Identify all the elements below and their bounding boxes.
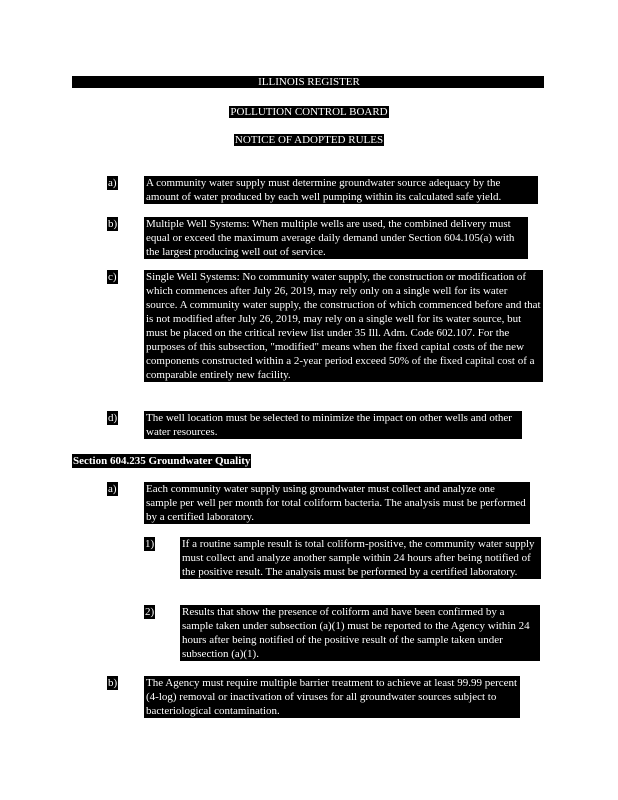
item-c-text: Single Well Systems: No community water supply, the construction or modification of which commences after July 26, 2019, may rely only on a single well for its water source. A community water supply, the construction of which commenced before and that is not modified after July 26, 2019, may rely on a single well for its water source, but must be placed on the critical review list under 35 Ill. Adm. Code 602.107. For the purposes of this subsection, "modified" means when the fixed capital costs of the new components constructed within a 2-year period exceed 50% of the fixed capital cost of a comparable entirely new facility. bbox=[144, 270, 543, 382]
item-a-label: a) bbox=[108, 177, 117, 189]
register-title: ILLINOIS REGISTER bbox=[258, 76, 360, 88]
gw-a2-label: 2) bbox=[145, 606, 155, 618]
gw-a1-label: 1) bbox=[145, 538, 155, 550]
gw-b-label: b) bbox=[108, 677, 118, 689]
gw-a-text: Each community water supply using groundwater must collect and analyze one sample per well per month for total coliform bacteria. The analysis must be performed by a certified laboratory. bbox=[144, 482, 530, 524]
section-heading: Section 604.235 Groundwater Quality bbox=[73, 455, 251, 467]
item-d-text: The well location must be selected to minimize the impact on other wells and other water resources. bbox=[144, 411, 522, 439]
item-c-label: c) bbox=[108, 271, 117, 283]
item-d-label: d) bbox=[108, 412, 118, 424]
gw-b-text: The Agency must require multiple barrier treatment to achieve at least 99.99 percent (4-log) removal or inactivation of viruses for all groundwater sources subject to bacteriological contamination. bbox=[144, 676, 520, 718]
notice-title: NOTICE OF ADOPTED RULES bbox=[234, 134, 384, 146]
item-b-text: Multiple Well Systems: When multiple wells are used, the combined delivery must equal or exceed the maximum average daily demand under Section 604.105(a) with the largest producing well out of service. bbox=[144, 217, 528, 259]
item-b-label: b) bbox=[108, 218, 118, 230]
board-title: POLLUTION CONTROL BOARD bbox=[230, 106, 388, 118]
gw-a1-text: If a routine sample result is total coliform-positive, the community water supply must collect and analyze another sample within 24 hours after being notified of the positive result. The analysis must be performed by a certified laboratory. bbox=[180, 537, 541, 579]
gw-a-label: a) bbox=[108, 483, 117, 495]
gw-a2-text: Results that show the presence of coliform and have been confirmed by a sample taken under subsection (a)(1) must be reported to the Agency within 24 hours after being notified of the positive result of the sample taken under subsection (a)(1). bbox=[180, 605, 540, 661]
item-a-text: A community water supply must determine groundwater source adequacy by the amount of water produced by each well pumping within its calculated safe yield. bbox=[144, 176, 538, 204]
